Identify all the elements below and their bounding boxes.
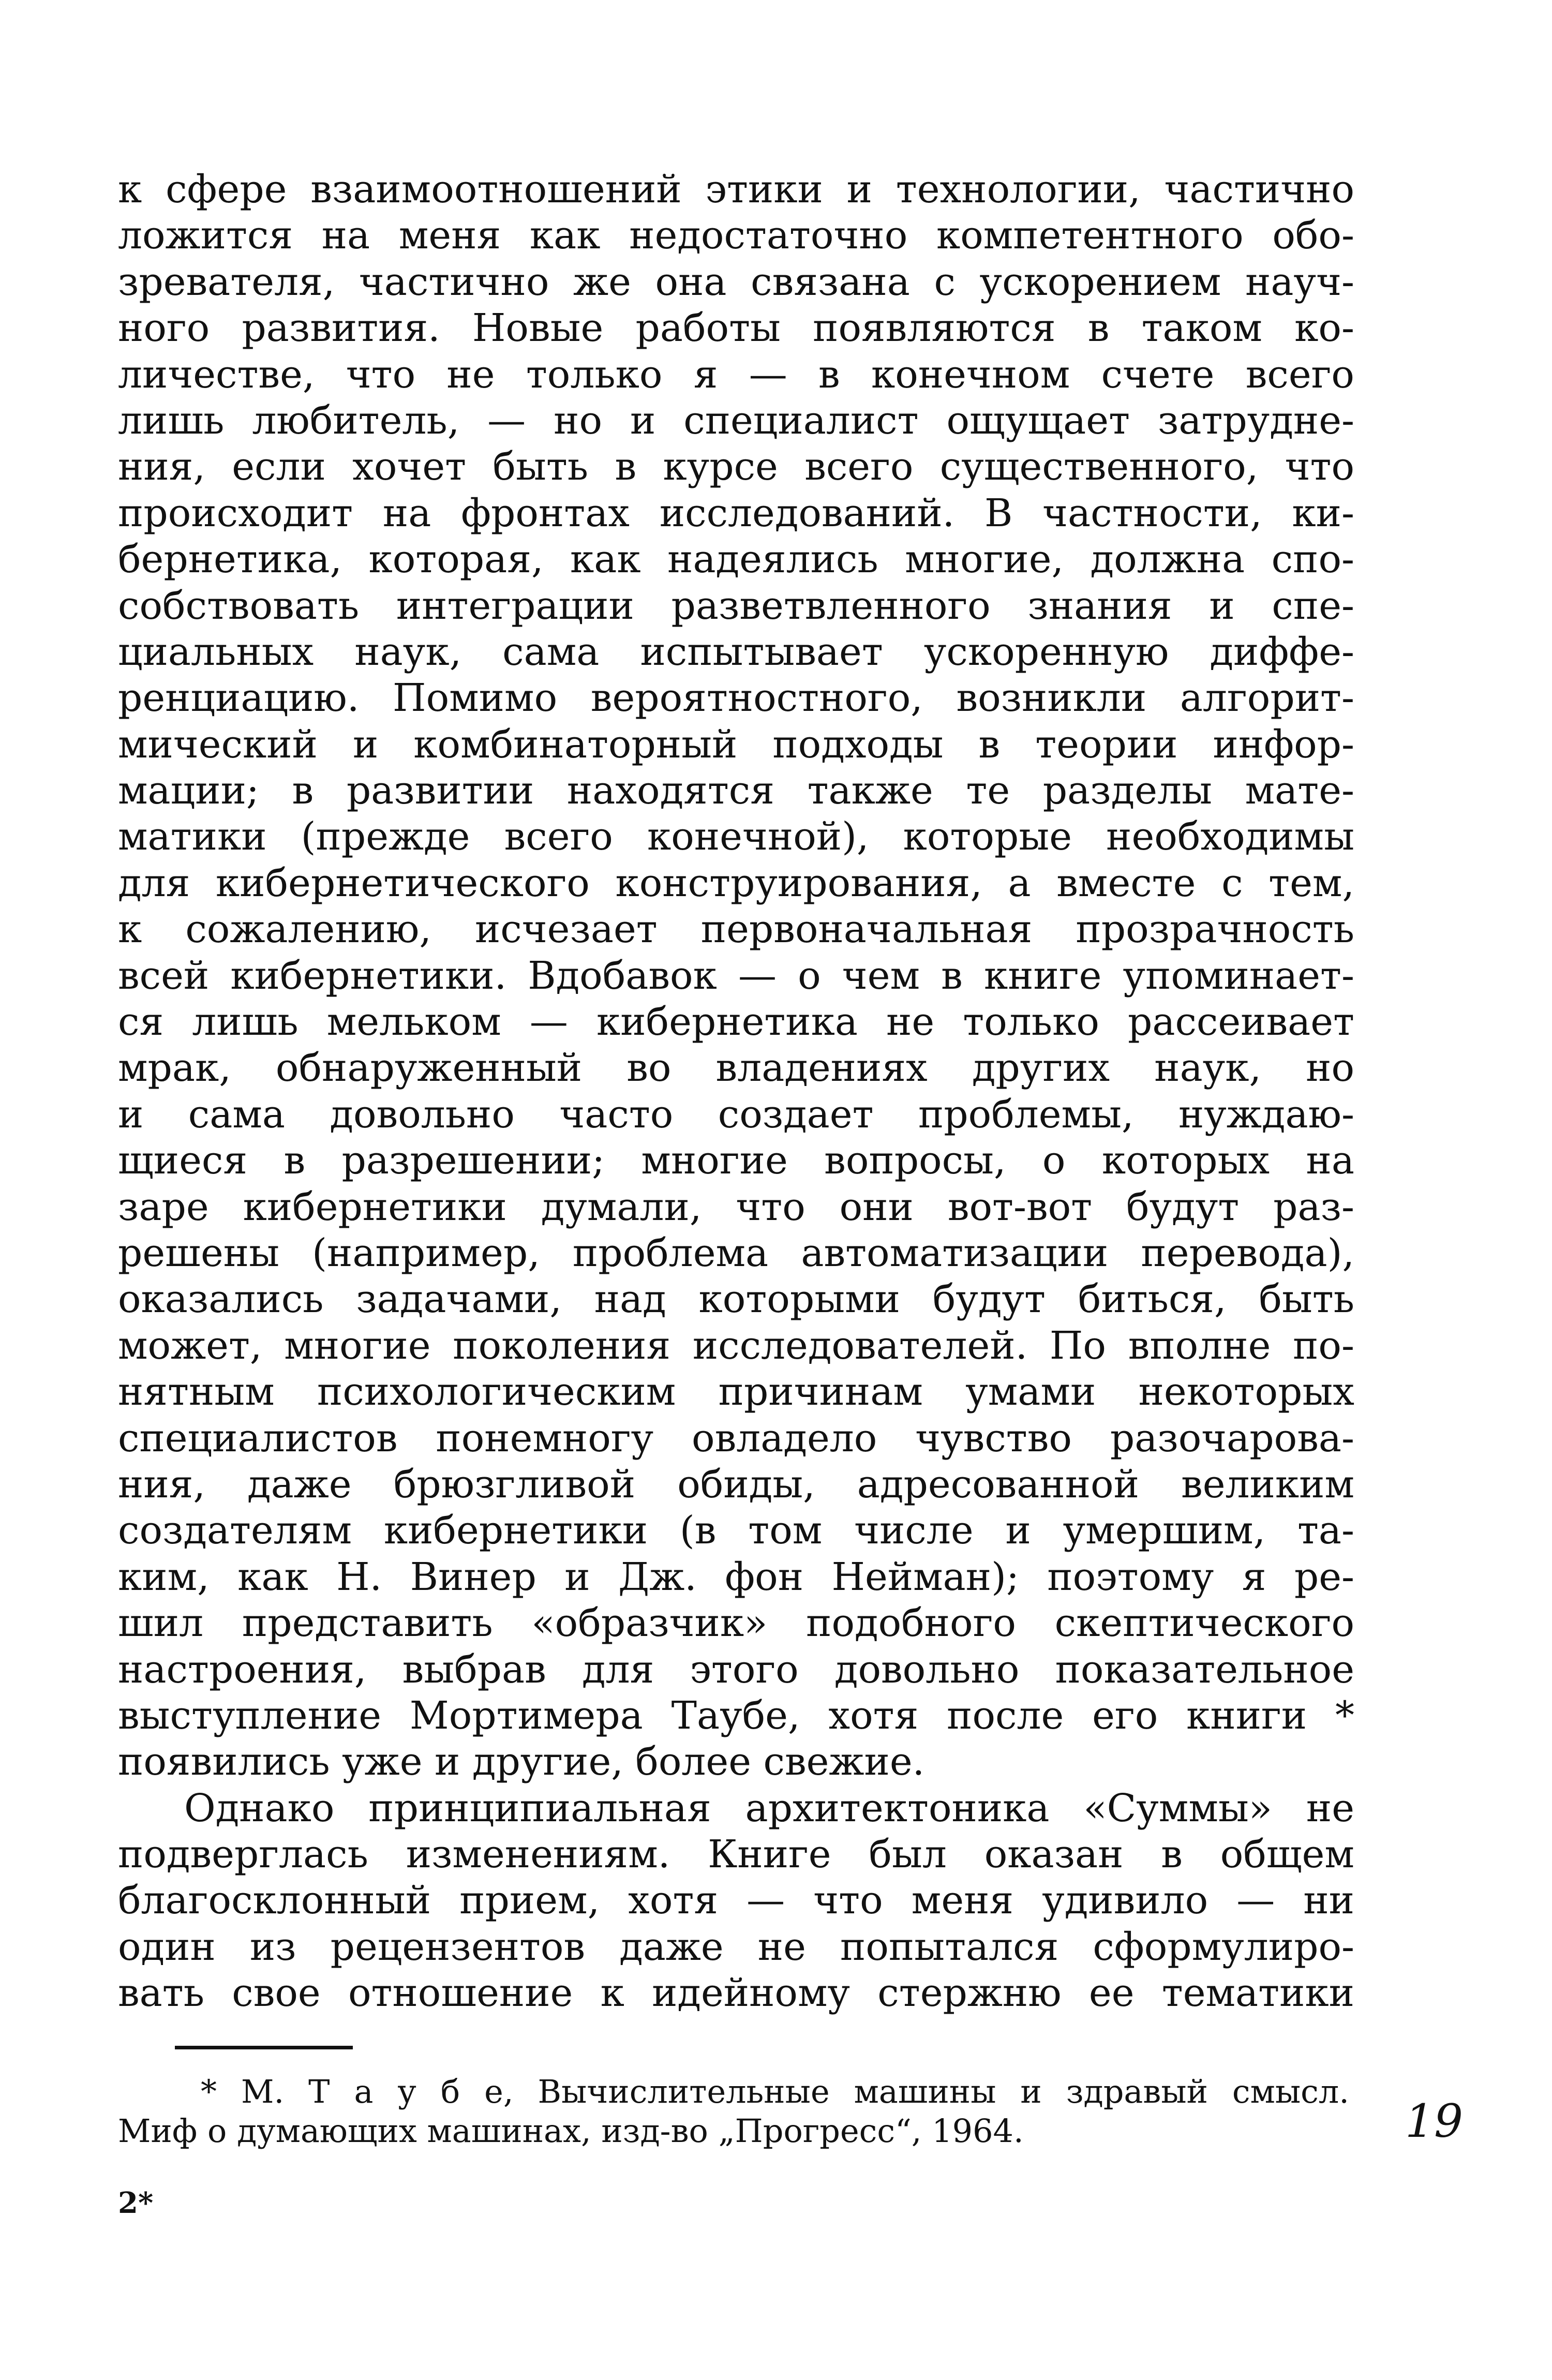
text-line: ложится на меня как недостаточно компетентного обо- (118, 213, 1354, 258)
text-line: вать свое отношение к идейному стержню ее тематики (118, 1971, 1354, 2016)
text-line: настроения, выбрав для этого довольно показательное (118, 1647, 1354, 1692)
text-line: щиеся в разрешении; многие вопросы, о которых на (118, 1138, 1354, 1183)
text-line: подверглась изменениям. Книге был оказан в общем (118, 1832, 1354, 1877)
text-line: ся лишь мельком — кибернетика не только рассеивает (118, 1000, 1354, 1045)
footnote-divider (175, 2046, 353, 2049)
footnote-line: Миф о думающих машинах, изд-во „Прогресс“, 1964. (118, 2112, 1024, 2150)
footnote (118, 2072, 1349, 2151)
text-line: решены (например, проблема автоматизации перевода), (118, 1230, 1354, 1275)
text-line: бернетика, которая, как надеялись многие, должна спо- (118, 537, 1354, 582)
text-line: появились уже и другие, более свежие. (118, 1739, 925, 1784)
text-line: ким, как Н. Винер и Дж. фон Нейман); поэтому я ре- (118, 1554, 1354, 1599)
text-line: для кибернетического конструирования, а вместе с тем, (118, 860, 1354, 905)
text-line: и сама довольно часто создает проблемы, нуждаю- (118, 1092, 1354, 1137)
text-line: заре кибернетики думали, что они вот-вот будут раз- (118, 1184, 1354, 1229)
text-line: происходит на фронтах исследований. В частности, ки- (118, 490, 1354, 536)
text-line: мрак, обнаруженный во владениях других наук, но (118, 1046, 1354, 1091)
text-line: мации; в развитии находятся также те разделы мате- (118, 768, 1354, 813)
printer-signature-mark: 2* (118, 2186, 154, 2220)
text-line: мический и комбинаторный подходы в теории инфор- (118, 722, 1354, 767)
paragraph-start-line: Однако принципиальная архитектоника «Суммы» не (184, 1786, 1354, 1831)
text-line: оказались задачами, над которыми будут биться, быть (118, 1277, 1354, 1322)
text-line: создателям кибернетики (в том числе и умершим, та- (118, 1508, 1354, 1553)
main-text (118, 167, 1354, 2017)
text-line: ренциацию. Помимо вероятностного, возникли алгорит- (118, 676, 1354, 721)
text-line: может, многие поколения исследователей. По вполне по- (118, 1323, 1354, 1368)
text-line: выступление Мортимера Таубе, хотя после его книги * (118, 1693, 1354, 1738)
text-line: нятным психологическим причинам умами некоторых (118, 1370, 1354, 1415)
text-line: всей кибернетики. Вдобавок — о чем в книге упоминает- (118, 953, 1354, 998)
text-line: к сожалению, исчезает первоначальная прозрачность (118, 907, 1354, 952)
text-line: зревателя, частично же она связана с ускорением науч- (118, 259, 1354, 304)
footnote-line: * М. Т а у б е, Вычислительные машины и здравый смысл. (201, 2073, 1349, 2110)
text-line: шил представить «образчик» подобного скептического (118, 1601, 1354, 1646)
text-line: благосклонный прием, хотя — что меня удивило — ни (118, 1878, 1354, 1923)
text-line: один из рецензентов даже не попытался сформулиро- (118, 1924, 1354, 1969)
text-line: лишь любитель, — но и специалист ощущает затрудне- (118, 398, 1354, 443)
text-line: ния, если хочет быть в курсе всего существенного, что (118, 444, 1354, 489)
text-line: матики (прежде всего конечной), которые необходимы (118, 814, 1354, 859)
text-line: ного развития. Новые работы появляются в таком ко- (118, 306, 1354, 351)
text-line: ния, даже брюзгливой обиды, адресованной великим (118, 1462, 1354, 1507)
text-line: циальных наук, сама испытывает ускоренную диффе- (118, 629, 1354, 674)
text-line: личестве, что не только я — в конечном счете всего (118, 352, 1354, 397)
page-number: 19 (1405, 2094, 1463, 2148)
text-line: собствовать интеграции разветвленного знания и спе- (118, 583, 1354, 628)
text-line: к сфере взаимоотношений этики и технологии, частично (118, 167, 1354, 212)
text-line: специалистов понемногу овладело чувство разочарова- (118, 1416, 1354, 1461)
